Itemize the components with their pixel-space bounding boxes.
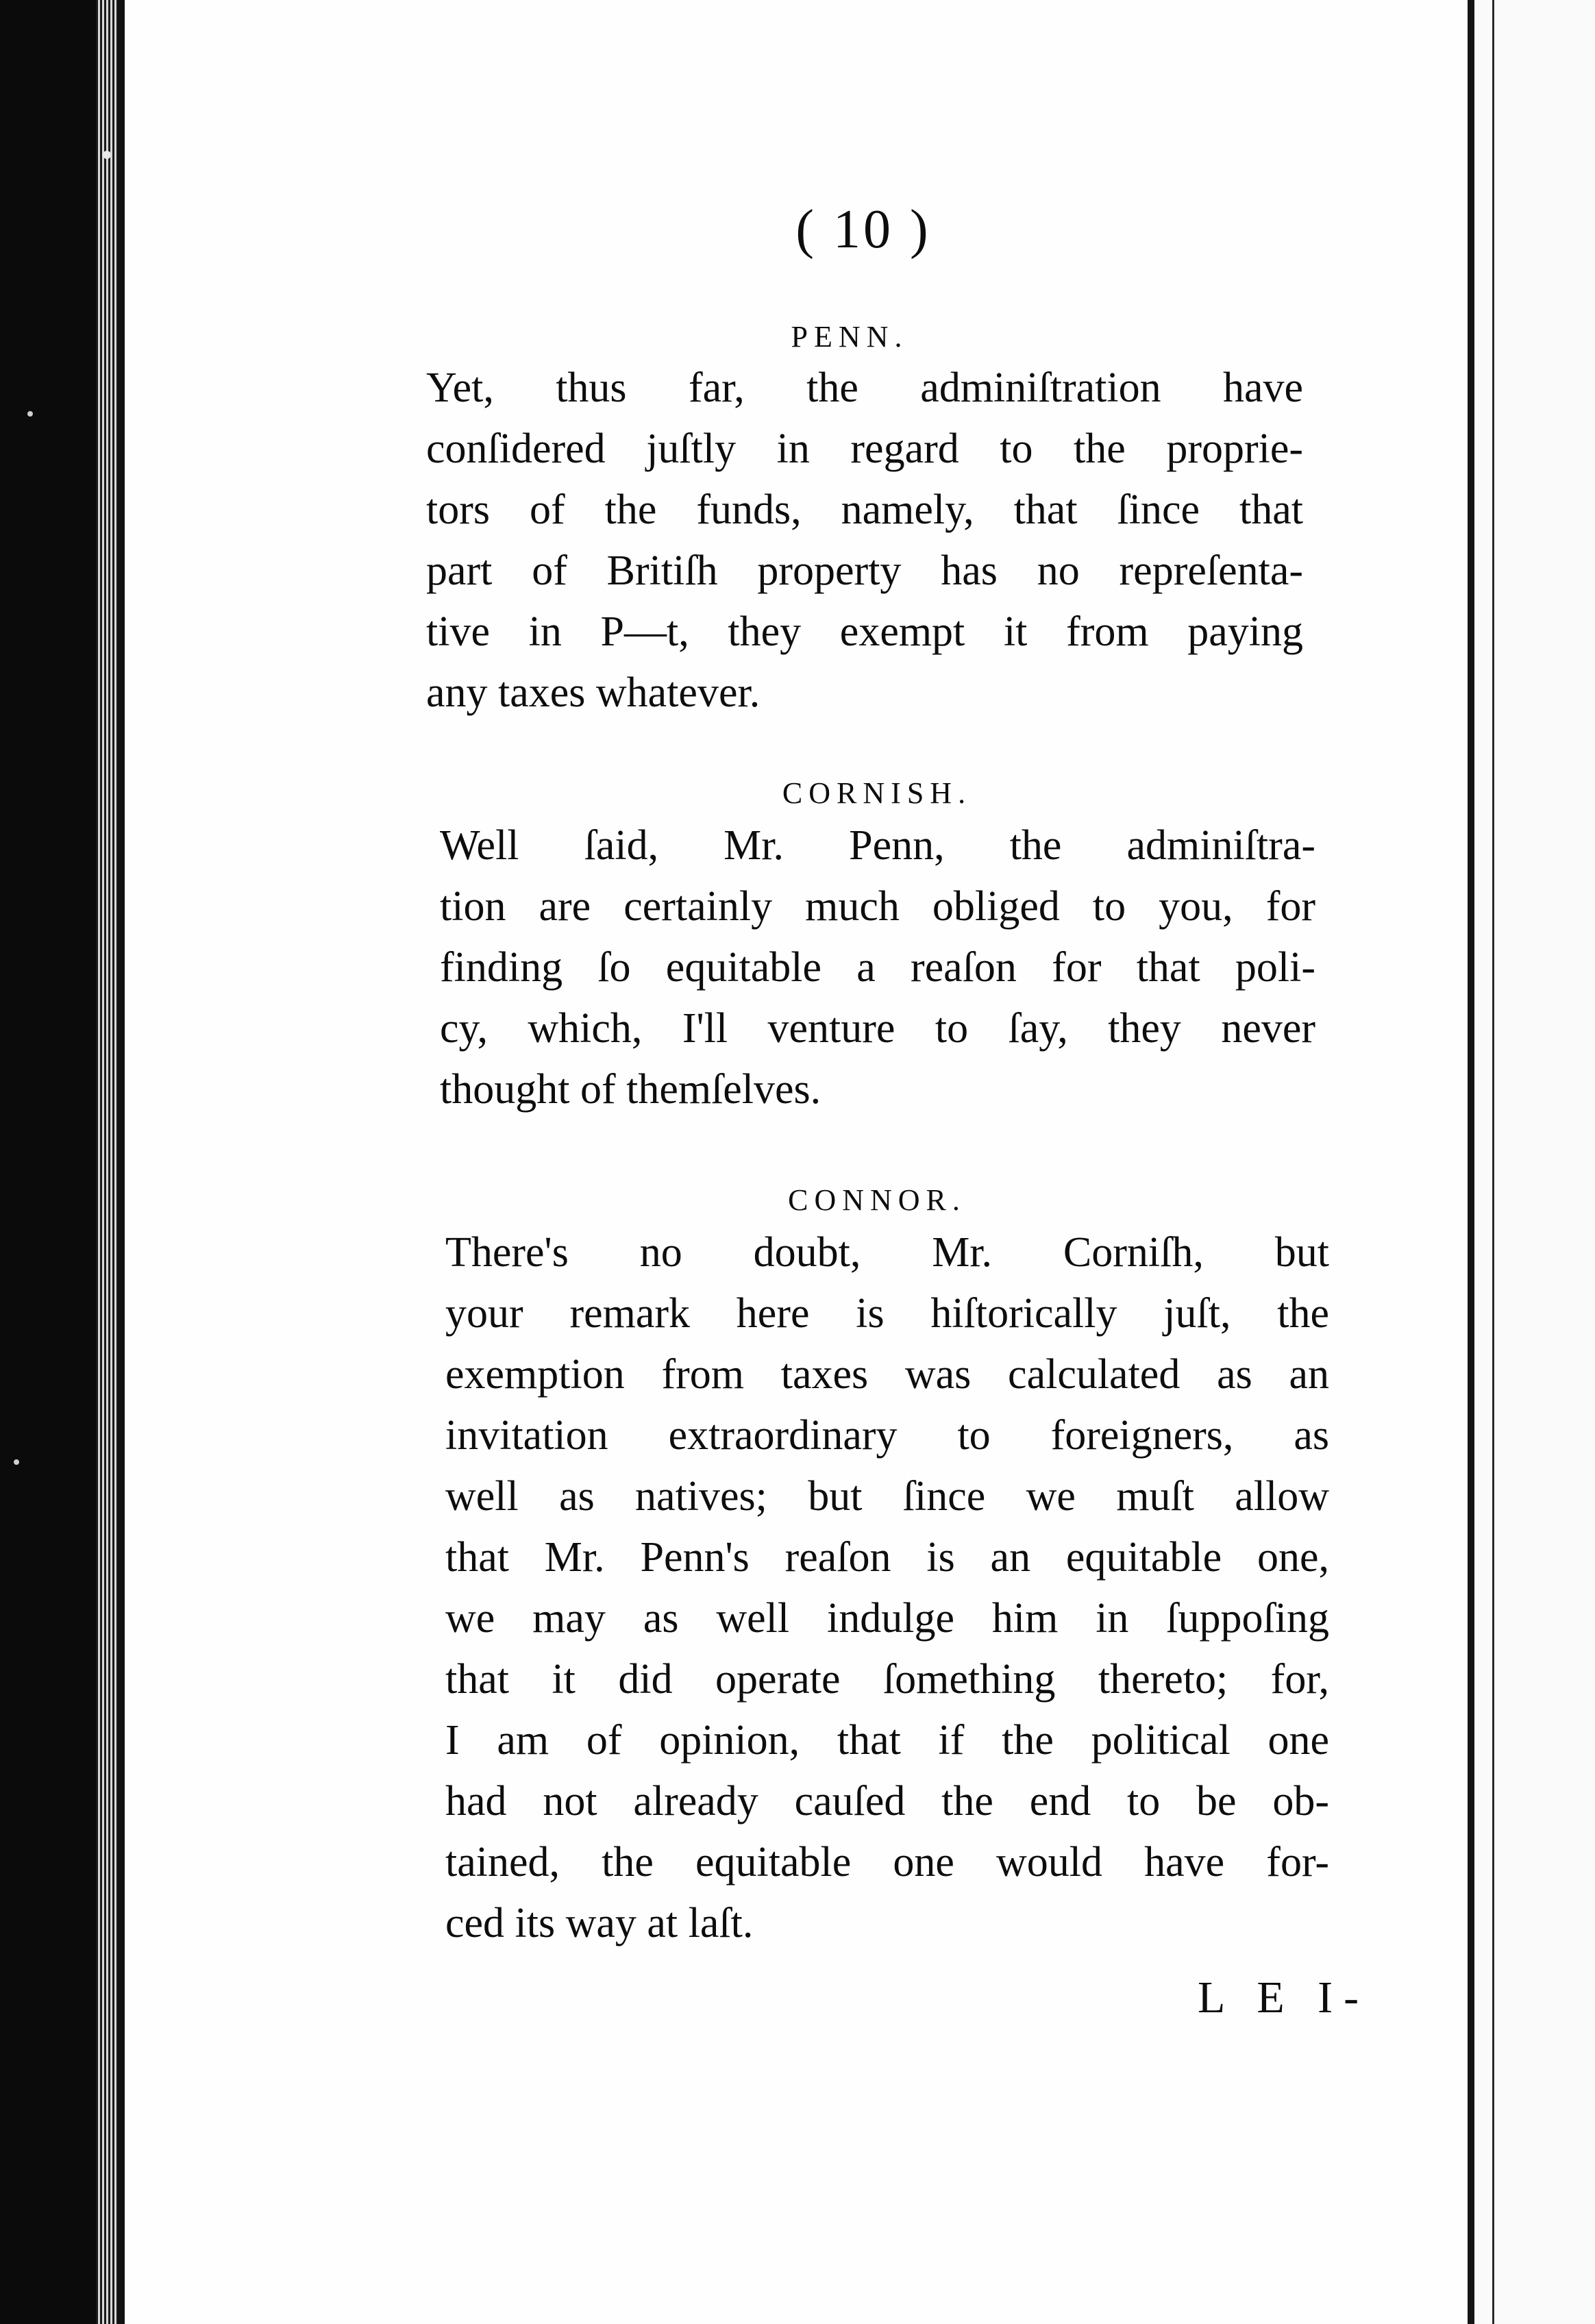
text-line: tained, the equitable one would have for-	[445, 1839, 1329, 1886]
text-line: Yet, thus far, the adminiſtration have	[426, 364, 1303, 411]
scan-speck	[103, 151, 111, 159]
text-line: I am of opinion, that if the political one	[445, 1717, 1329, 1764]
text-line: tive in P—t, they exempt it from paying	[426, 608, 1303, 655]
text-line: your remark here is hiſtorically juſt, the	[445, 1290, 1329, 1337]
scan-background	[0, 0, 103, 2324]
text-line: tion are certainly much obliged to you, for	[440, 883, 1315, 930]
text-line: tors of the funds, namely, that ſince that	[426, 486, 1303, 533]
speech-paragraph-cornish	[440, 815, 1315, 1120]
page-gutter	[1468, 0, 1474, 2324]
catchword: L E I-	[1198, 1973, 1370, 2023]
speech-paragraph-penn	[426, 358, 1303, 724]
speaker-heading-connor: CONNOR.	[788, 1183, 966, 1217]
text-line: There's no doubt, Mr. Corniſh, but	[445, 1229, 1329, 1276]
text-line: ced its way at laſt.	[445, 1900, 754, 1946]
text-line: part of Britiſh property has no repreſenta-	[426, 547, 1303, 594]
speaker-heading-cornish: CORNISH.	[782, 776, 972, 810]
page-edge-shadow	[118, 0, 125, 2324]
scan-speck	[14, 1459, 19, 1465]
text-line: that Mr. Penn's reaſon is an equitable one,	[445, 1534, 1329, 1581]
text-line: had not already cauſed the end to be ob-	[445, 1778, 1329, 1825]
speaker-heading-penn: PENN.	[791, 320, 908, 354]
facing-page-border	[1492, 0, 1494, 2324]
text-line: conſidered juſtly in regard to the proprie-	[426, 425, 1303, 472]
text-line: invitation extraordinary to foreigners, as	[445, 1412, 1329, 1459]
text-line: we may as well indulge him in ſuppoſing	[445, 1595, 1329, 1642]
page-number: ( 10 )	[795, 199, 931, 260]
text-line: cy, which, I'll venture to ſay, they never	[440, 1005, 1315, 1052]
text-line: that it did operate ſomething thereto; for,	[445, 1656, 1329, 1703]
text-line: thought of themſelves.	[440, 1066, 821, 1113]
text-line: Well ſaid, Mr. Penn, the adminiſtra-	[440, 822, 1315, 869]
text-line: well as natives; but ſince we muſt allow	[445, 1473, 1329, 1520]
text-line: exemption from taxes was calculated as an	[445, 1351, 1329, 1398]
text-line: any taxes whatever.	[426, 669, 761, 716]
speech-paragraph-connor	[445, 1222, 1329, 1954]
text-line: finding ſo equitable a reaſon for that poli-	[440, 944, 1315, 991]
scan-speck	[27, 411, 33, 417]
